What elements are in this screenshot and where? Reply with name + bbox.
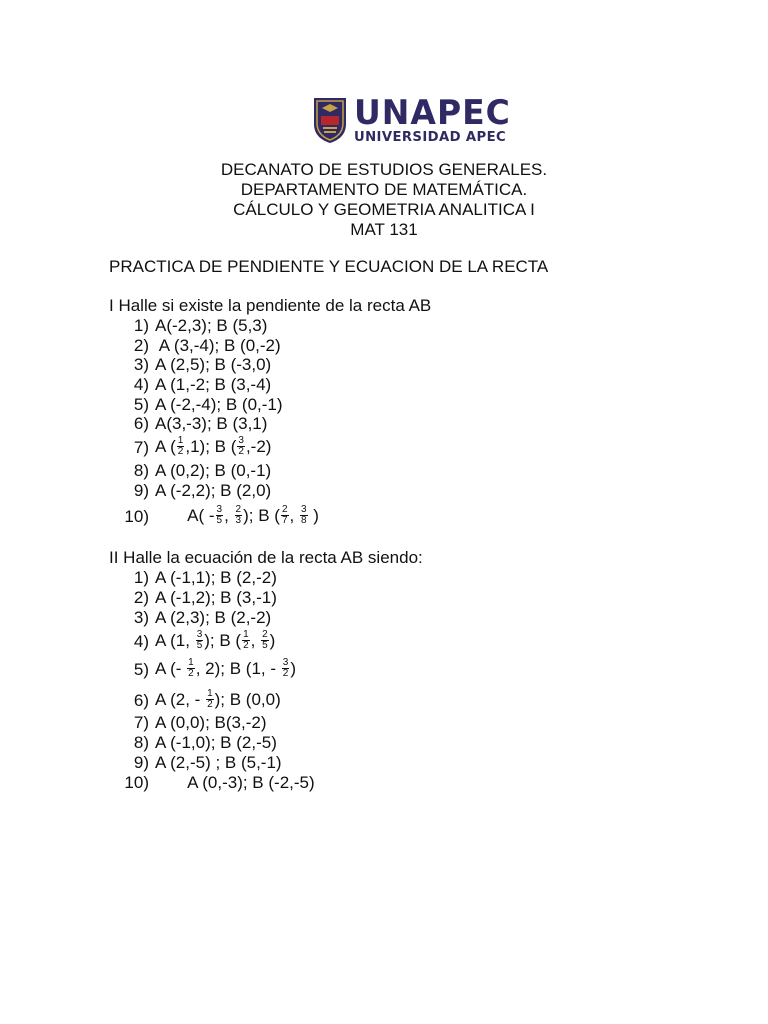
exercise-number: 7) xyxy=(133,713,149,732)
exercise-number: 5) xyxy=(133,659,149,679)
fraction xyxy=(282,658,290,679)
exercise-item xyxy=(109,568,277,588)
exercise-number: 6) xyxy=(133,690,149,710)
exercise-text: A (-2,-4); B (0,-1) xyxy=(155,395,283,414)
exercise-number: 8) xyxy=(133,733,149,752)
exercise-points xyxy=(155,395,283,415)
exercise-text: A (-1,2); B (3,-1) xyxy=(155,588,277,607)
exercise-text: A (-1,1); B (2,-2) xyxy=(155,568,277,587)
fraction-numerator: 2 xyxy=(281,504,288,516)
exercise-points xyxy=(155,690,281,711)
university-shield-icon xyxy=(312,96,348,144)
fraction-denominator: 5 xyxy=(196,640,203,652)
header-line-code: MAT 131 xyxy=(350,220,418,239)
exercise-text: A ( xyxy=(155,437,176,456)
fraction xyxy=(216,505,224,526)
exercise-points xyxy=(155,608,271,628)
exercise-number: 2) xyxy=(133,588,149,607)
fraction-denominator: 2 xyxy=(243,640,249,652)
exercise-item xyxy=(109,659,296,680)
exercise-points xyxy=(155,568,277,588)
exercise-item xyxy=(109,437,271,458)
fraction-denominator: 2 xyxy=(177,446,184,458)
exercise-text: A (0,2); B (0,-1) xyxy=(155,461,272,480)
exercise-points xyxy=(155,336,281,356)
exercise-points xyxy=(155,375,271,395)
fraction-numerator: 3 xyxy=(196,629,203,641)
exercise-item xyxy=(109,395,283,415)
exercise-item xyxy=(109,753,282,773)
fraction-numerator: 3 xyxy=(300,504,307,516)
exercise-text: A (- xyxy=(155,659,187,678)
exercise-number: 10) xyxy=(124,506,149,526)
logo-brand-text: UNAPEC xyxy=(354,92,511,133)
fraction-numerator: 2 xyxy=(262,629,268,641)
fraction xyxy=(242,630,250,651)
exercise-points xyxy=(155,506,319,527)
exercise-item xyxy=(109,713,266,733)
header-line-department: DEPARTAMENTO DE MATEMÁTICA. xyxy=(240,180,528,199)
fraction-denominator: 2 xyxy=(207,699,213,711)
exercise-number: 2) xyxy=(133,336,149,355)
exercise-text: A(-2,3); B (5,3) xyxy=(155,316,268,335)
fraction-numerator: 1 xyxy=(207,688,213,700)
exercise-text: ) xyxy=(290,659,296,678)
exercise-points xyxy=(155,659,296,680)
fraction xyxy=(177,436,185,457)
fraction-numerator: 3 xyxy=(216,504,223,516)
fraction-denominator: 5 xyxy=(216,515,223,527)
exercise-number: 3) xyxy=(133,608,149,627)
exercise-text: A (2,3); B (2,-2) xyxy=(155,608,272,627)
exercise-points xyxy=(155,773,315,793)
exercise-text: ); B ( xyxy=(204,631,242,650)
fraction xyxy=(300,505,308,526)
exercise-points xyxy=(155,481,271,501)
fraction xyxy=(196,630,204,651)
exercise-number: 1) xyxy=(133,568,149,587)
header-line-course: CÁLCULO Y GEOMETRIA ANALITICA I xyxy=(233,200,535,219)
exercise-text: , 2); B (1, - xyxy=(195,659,281,678)
exercise-item xyxy=(109,316,267,336)
header-line-dean: DECANATO DE ESTUDIOS GENERALES. xyxy=(220,160,548,179)
exercise-number: 3) xyxy=(133,355,149,374)
exercise-item xyxy=(109,414,267,434)
fraction xyxy=(237,436,245,457)
exercise-number: 1) xyxy=(133,316,149,335)
exercise-number: 5) xyxy=(133,395,149,414)
exercise-text: ); B ( xyxy=(243,506,280,525)
exercise-number: 8) xyxy=(133,461,149,480)
fraction-numerator: 1 xyxy=(177,435,184,447)
document-header xyxy=(0,160,768,240)
exercise-text: A (2,5); B (-3,0) xyxy=(155,355,272,374)
logo-subtitle-text: UNIVERSIDAD APEC xyxy=(354,129,507,145)
exercise-item xyxy=(109,336,281,356)
practice-title: PRACTICA DE PENDIENTE Y ECUACION DE LA RECTA xyxy=(109,257,549,276)
exercise-number: 6) xyxy=(133,414,149,433)
exercise-points xyxy=(155,753,282,773)
section-1-heading: I Halle si existe la pendiente de la recta AB xyxy=(109,296,432,315)
fraction-denominator: 2 xyxy=(188,668,194,680)
fraction xyxy=(235,505,243,526)
fraction-numerator: 1 xyxy=(243,629,249,641)
exercise-text: , xyxy=(250,631,261,650)
exercise-item xyxy=(109,481,271,501)
exercise-number: 4) xyxy=(133,631,149,651)
exercise-item xyxy=(109,355,271,375)
exercise-points xyxy=(155,461,271,481)
exercise-item xyxy=(109,733,277,753)
exercise-text: , xyxy=(224,506,234,525)
exercise-text: , xyxy=(289,506,299,525)
fraction-numerator: 3 xyxy=(282,657,289,669)
exercise-text: A (1, xyxy=(155,631,195,650)
exercise-points xyxy=(155,713,266,733)
exercise-number: 9) xyxy=(133,753,149,772)
exercise-number: 7) xyxy=(133,437,149,457)
exercise-points xyxy=(155,631,275,652)
exercise-item xyxy=(109,608,271,628)
fraction-numerator: 1 xyxy=(188,657,194,669)
exercise-item xyxy=(109,690,281,711)
fraction xyxy=(281,505,289,526)
exercise-text: A (0,0); B(3,-2) xyxy=(155,713,267,732)
exercise-points xyxy=(155,437,271,458)
exercise-item xyxy=(109,461,271,481)
exercise-text: A (-2,2); B (2,0) xyxy=(155,481,272,500)
fraction-denominator: 7 xyxy=(281,515,288,527)
exercise-text: A(3,-3); B (3,1) xyxy=(155,414,268,433)
fraction-denominator: 5 xyxy=(262,640,268,652)
exercise-text: ) xyxy=(308,506,319,525)
exercise-points xyxy=(155,355,271,375)
exercise-text: ,-2) xyxy=(245,437,272,456)
fraction-denominator: 8 xyxy=(300,515,307,527)
exercise-text: ) xyxy=(269,631,276,650)
exercise-text: A (3,-4); B (0,-2) xyxy=(155,336,281,355)
exercise-number: 10) xyxy=(124,773,149,792)
exercise-text: A( - xyxy=(155,506,215,525)
fraction-numerator: 2 xyxy=(235,504,242,516)
exercise-item xyxy=(109,773,315,793)
section-2-heading: II Halle la ecuación de la recta AB siendo: xyxy=(109,548,423,567)
exercise-points xyxy=(155,588,277,608)
exercise-points xyxy=(155,733,277,753)
exercise-points xyxy=(155,414,267,434)
exercise-item xyxy=(109,506,319,527)
unapec-logo xyxy=(312,94,511,146)
exercise-item xyxy=(109,631,275,652)
exercise-text: A (0,-3); B (-2,-5) xyxy=(155,773,315,792)
exercise-text: ,1); B ( xyxy=(185,437,237,456)
exercise-number: 4) xyxy=(133,375,149,394)
exercise-points xyxy=(155,316,267,336)
exercise-text: A (-1,0); B (2,-5) xyxy=(155,733,277,752)
fraction-denominator: 2 xyxy=(238,446,244,458)
exercise-text: A (1,-2; B (3,-4) xyxy=(155,375,272,394)
fraction-numerator: 3 xyxy=(238,435,244,447)
exercise-text: ); B (0,0) xyxy=(214,690,281,709)
fraction xyxy=(261,630,269,651)
exercise-text: A (2,-5) ; B (5,-1) xyxy=(155,753,282,772)
fraction xyxy=(206,689,214,710)
exercise-number: 9) xyxy=(133,481,149,500)
exercise-item xyxy=(109,375,271,395)
exercise-item xyxy=(109,588,277,608)
exercise-text: A (2, - xyxy=(155,690,206,709)
fraction-denominator: 2 xyxy=(282,668,289,680)
fraction-denominator: 3 xyxy=(235,515,242,527)
fraction xyxy=(187,658,195,679)
